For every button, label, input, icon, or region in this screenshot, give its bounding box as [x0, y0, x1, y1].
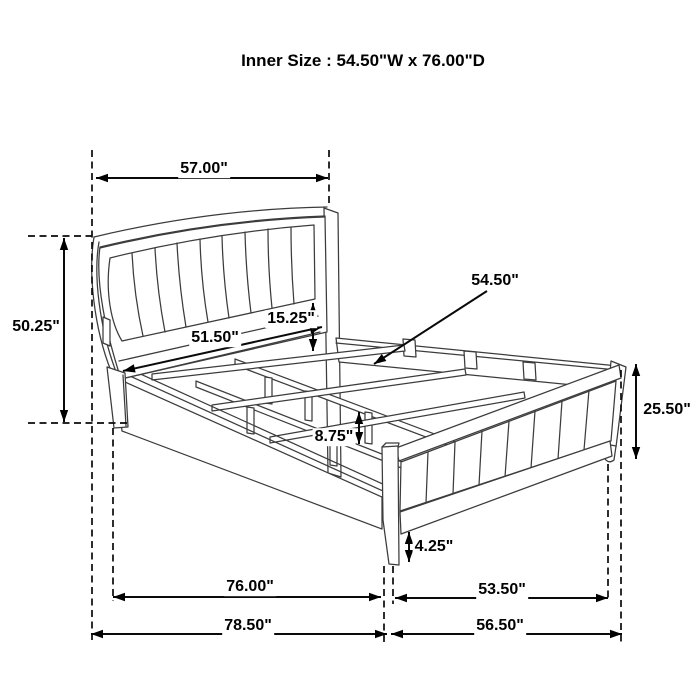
dim-label-overall-depth: 78.50"	[224, 617, 272, 635]
dim-label-headboard-height: 50.25"	[12, 318, 60, 336]
dim-label-footboard-height: 25.50"	[643, 401, 691, 419]
dim-label-headboard-width: 57.00"	[180, 160, 228, 178]
dim-label-inner-width: 54.50"	[471, 272, 519, 290]
footboard	[382, 361, 626, 565]
dim-label-overall-width: 56.50"	[476, 617, 524, 635]
dim-label-headboard-panel-height: 15.25"	[267, 310, 315, 328]
dim-label-center-support-height: 8.75"	[314, 428, 354, 446]
dim-label-headboard-inner-width: 51.50"	[191, 329, 239, 347]
page-title: Inner Size : 54.50"W x 76.00"D	[241, 51, 485, 70]
dim-label-footboard-leg-height: 4.25"	[414, 538, 454, 556]
dim-label-inner-depth: 76.00"	[226, 578, 274, 596]
dim-label-footboard-inner-width: 53.50"	[478, 581, 526, 599]
